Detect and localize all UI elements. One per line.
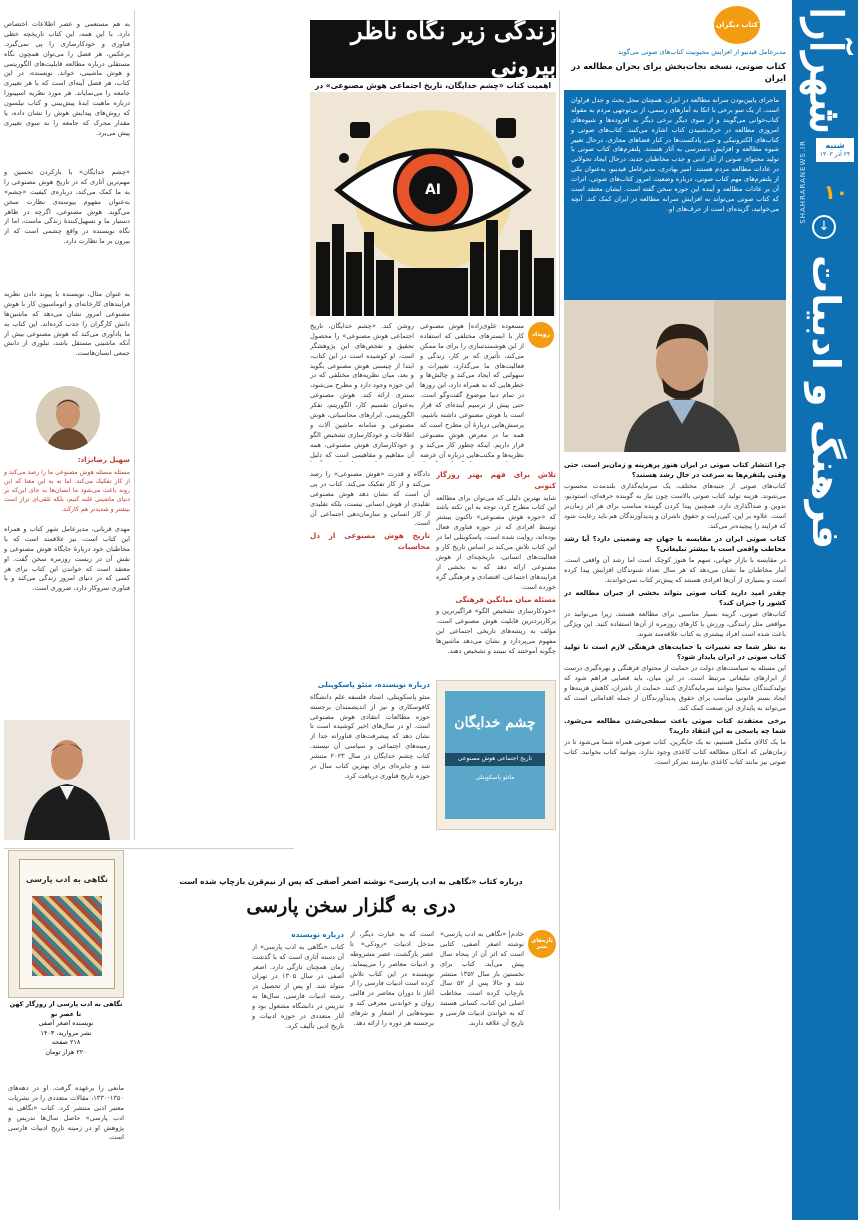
author-bio-text: متئو پاسکوینلی، استاد فلسفه علم دانشگاه کافوسکاری و نیز از اندیشمندان برجسته حوزه مطالعات انتقادی هوش مصنوعی است. او در سال‌های اخیر کوشیده است تا نشان دهد که پیشرفت‌های فناورانه جدا از زمینه‌های اجتماعی و سیاسی آن نیستند. کتاب چشم خدایگان در سال ۲۰۲۳ منتشر شد و جایزه‌ای برای بهترین کتاب سال در حوزه تاریخ فناوری دریافت کرد. — [310, 692, 430, 780]
interview-lead: ماجرای پایین‌بودن سرانه مطالعه در ایران، همچنان محل بحث و جدل فراوان است. از یک سو برخی با اتکا به آمارهای رسمی، از بی‌توجهی مردم به مقوله کتاب‌خوانی می‌گویند و از سوی دیگر برخی دیگر به افزوده‌ها و شیوه‌های امروزی مطالعه در حرف‌شنیدن کتاب اشاره می‌کنند. کتاب‌های صوتی و کتاب‌های الکترونیکی و حتی پادکست‌ها در کنار فضاهای مجازی، درحال تغییر شیوه مطالعه و افزایش دسترسی به آثار هستند. پلتفرم‌های کتاب صوتی با تولید محتوای صوتی از آثار ادبی و جذب مخاطبان جدید، درحال ایجاد تحولاتی در عادات مطالعه مردم هستند. امیر بهادری، مدیرعامل قیدبیو، به‌عنوان یکی از پلتفرم‌های مهم کتاب صوتی، درباره وضعیت امروز کتاب‌های صوتی، اثرات آن بر عادات مطالعه و آینده این حوزه سخن گفته است. ایشان معتقد است که کتاب صوتی می‌تواند به افزایش سرانه مطالعه در ایران کمک کند. آنچه می‌خوانید، گزیده‌ای است از حرف‌های او. — [564, 90, 786, 300]
book-price: ۲۲۰ هزار تومان — [45, 1048, 87, 1057]
man-portrait — [4, 720, 130, 840]
bottom-title: دری به گلزار سخن پارسی — [246, 895, 456, 917]
masthead — [792, 0, 858, 1220]
bottom-col-a: خادم| «نگاهی به ادب پارسی» نوشته اصغر آصفی، کتابی است که اثر آن از پنجاه سال پیش می‌آید. کتاب برای نخستین بار سال ۱۳۵۲ منتشر شد و حالا پس از ۵۲ سال بازچاپ کرده است. مخاطب اصلی این کتاب، کسانی هستند که به خواندن ادبیات فارسی و تاریخ آن علاقه دارند. — [440, 930, 524, 1028]
interview-supertitle: مدیرعامل قیدبیو از افزایش محبوبیت کتاب‌های صوتی می‌گوید — [618, 48, 786, 56]
feature-col-a: مسعوده علوی‌زاده| هوش مصنوعی کار با ابسترهای مختلفی که استفاده از این هوشمندسازی را برای ما ممکن می‌کند، تأثیری که بر کار، زندگی و فعالیت‌های ما می‌گذارد، تغییرات و سهولتی که ایجاد می‌کند و چالش‌ها و خطرهایی که به همراه دارد، این روزها در تمام دنیا موضوع گفت‌وگو است. حتی پیش از ترسیم آینده‌ای که قرار است با هوش مصنوعی داشته باشیم، پرسش‌هایی دربارهٔ آن مطرح است که همه ما در معرض هوشِ مصنوعی قرار داریم. اینکه چطور کار می‌کند و نظریه‌ها و مکتب‌هایی درباره آن عرضه — [420, 322, 524, 459]
book-cover-persian-title: نگاهی به ادب پارسی — [26, 875, 108, 884]
feature-title: زندگی زیر نگاه ناظر بیرونی — [310, 20, 556, 78]
book-title: چشم خدایگان — [454, 715, 536, 731]
hero-illustration — [310, 92, 556, 316]
author-bio-heading: درباره نویسنده، متئو پاسکوینلی — [317, 680, 430, 689]
left-col-text-c: به عنوان مثال، نویسنده با پیوند دادن نظریه فرایندهای کارخانه‌ای و اتوماسیون کار با هوش مصنوعی امروز نشان می‌دهد که ماشین‌ها دانش کارگران را جذب کرده‌اند. این کتاب به ما یادآوری می‌کند که هوش مصنوعی بیش از آنکه ماشینی مستقل باشد، تبلوری از دانش جمعی انسان‌هاست. — [4, 290, 130, 358]
book-cover-persian — [8, 850, 124, 998]
feature-col-e-heading: تاریخ هوش مصنوعی از دل محاسبات — [310, 531, 430, 552]
left-col-text-d: مهدی قربانی، مدیرعامل شهر کتاب و همراه این کتاب است، نیز علاقمند است که با مخاطبان خود دربارهٔ جایگاه هوش مصنوعی و نقش آن در زیست روزمره سخن گفت. او معتقد است که خواندن این کتاب برای هر کسی که در دنیای امروز زندگی می‌کند و با فناوری سروکار دارد، ضروری است. — [4, 525, 130, 593]
hero-ai-label: AI — [424, 182, 442, 198]
qa-section — [564, 460, 786, 1210]
book-publisher: نشر مروارید، ۱۴۰۳ — [40, 1028, 92, 1037]
feature-col-b: روشن کند. «چشم خدایگان، تاریخ اجتماعی هوش مصنوعی» را محصول تحقیق و تفحص‌های این پژوهشگر است. او کوشیده است در این کتاب، ابتدا از چیستی هوش مصنوعی بگوید و بعد، میان نظریه‌های مختلفی که در این حوزه وجود دارد و مطرح می‌شود، سنتزی ارائه کند. هوش مصنوعی به‌عنوان تقسیم کار، الگوریتم، تفکر الگوریتمی، ابزارهای محاسباتی، هوش مصنوعی و سامانه ماشین آلات و اطلاعات و خودکارسازی تشخیص الگو و خودکارسازی هوش مصنوعی، همه آن مفاهیم و مقاهیمی است که دلیل — [310, 322, 414, 459]
qa-question: به نظر شما چه تغییرات یا حمایت‌های فرهنگی لازم است تا تولید کتاب صوتی در ایران پایدار شود؟ — [564, 642, 786, 662]
quote-text: مسئله مسئله هوش مصنوعی ما را رصد می‌کند و از کار تفکیک می‌کند. اما نه به این معنا که این روند باعث می‌شود ما انسان‌ها به جای این‌که بر دنیای ماشینی غلبه کنیم، بلکه تلقی‌ای تراز است بیشتر و شدیدتر هم کارکند. — [4, 468, 130, 513]
qa-question: چرا انتشار کتاب صوتی در ایران هنوز پرهزینه و زمان‌بر است. حتی وقتی پلتفرم‌ها به سرعت در حال رشد هستند؟ — [564, 461, 786, 480]
section-title: فرهنگ و ادبیات — [804, 255, 849, 550]
interview-title: کتاب صوتی، نسخه نجات‌بخش برای بحران مطالعه در ایران — [571, 60, 786, 83]
section-divider — [4, 848, 294, 849]
qa-answer: این مسئله به سیاست‌های دولت در حمایت از محتوای فرهنگی و بهره‌گیری درست از ابزارهای تبلیغاتی مرتبط است. در این میان، باید قضایی فراهم شود که تولیدکنندگان محتوا بتوانند سرمایه‌گذاری کنند. حمایت از ناشران، کاهش هزینه‌ها و ایجاد بستر قانونی مناسب برای حقوق پدیدآورندگان از جمله اقداماتی است که می‌تواند به پایداری این صنعت کمک کند. — [564, 664, 786, 712]
interview-header — [564, 48, 786, 84]
kicker-badge: کتاب دیگران — [714, 6, 760, 44]
feature-col-e-text: دادگاه و قدرت «هوش مصنوعی» را رصد می‌کند و از کار تفکیک می‌کند. کتاب در پی آن است که نشان دهد هوش مصنوعی تقلیدی از هوش انسانی نیست، بلکه تقلیدی از کار انسانی و سازمان‌دهی اجتماعی آن است. — [310, 470, 430, 528]
book-pages: ۲۱۸ صفحه — [51, 1038, 81, 1047]
book-info — [8, 1000, 124, 1058]
book-cover-persian-art — [19, 859, 115, 989]
page-number: ۱۰ — [823, 180, 848, 204]
bottom-col-d: مانعی را برعهده گرفت. او در دهه‌های ۱۳۵۰-۱۳۳۰، مقالات متعددی را در نشریات معتبر ادبی منتشر کرد. کتاب «نگاهی به ادب پارسی» حاصل سال‌ها تدریس و پژوهش او در زمینه تاریخ ادبیات فارسی است. — [8, 1084, 124, 1142]
qa-answer: کتاب‌های صوتی از جنبه‌های مختلف، یک سرمایه‌گذاری بلندمدت محسوب می‌شوند. هزینه تولید کتاب صوتی بالاست چون نیاز به گوینده حرفه‌ای، استودیو، تدوین و صداگذاری دارد. همچنین پیدا کردن گوینده مناسب برای هر اثر زمان‌بر است. علاوه بر این، کپی‌رایت و حقوق ناشران و پدیدآورندگان هم باید رعایت شود که فرایند را پیچیده‌تر می‌کند. — [564, 482, 786, 530]
new-release-badge: تازه‌های نشر — [528, 930, 556, 958]
author-bio — [310, 680, 430, 830]
feature-col-c-heading: تلاش برای فهم بهتر روزگار کنونی — [436, 470, 556, 490]
event-badge: رویداد — [528, 322, 554, 348]
weekday: شنبه — [825, 141, 845, 150]
book-author: ماتئو پاسکوینلی — [475, 773, 515, 781]
qa-question: کتاب صوتی ایران در مقایسه با جهان چه وضعیتی دارد؟ آیا رشد مخاطب واقعی است یا بیشتر تبلیغاتی؟ — [564, 534, 786, 554]
bottom-col-c-text: کتاب «نگاهی به ادب پارسی» از آن دسته آثاری است که با گذشت زمان همچنان تازگی دارد. اصغر آصفی در سال ۱۳۰۵ در تهران متولد شد. او پس از تحصیل در رشته ادبیات فارسی، سال‌ها به تدریس در دانشگاه مشغول بود و آثار متعددی در حوزه ادبیات و تاریخ ادبی تألیف کرد. — [252, 942, 344, 1030]
feature-col-c — [436, 470, 556, 674]
book-cover-pattern — [32, 896, 102, 976]
qa-answer: در مقایسه با بازار جهانی، سهم ما هنوز کوچک است اما رشد آن واقعی است. آمار مخاطبان ما نشان می‌دهد که هر سال تعداد شنوندگان افزایش پیدا کرده است و بسیاری از آن‌ها افرادی هستند که پیش‌تر کتاب نمی‌خواندند. — [564, 556, 786, 584]
feature-col-d-heading: مسئله میان میانگین فرهنگی — [455, 594, 556, 604]
book-subtitle: تاریخ اجتماعی هوش مصنوعی — [445, 753, 545, 766]
column-divider — [134, 10, 135, 840]
qa-question: برخی معتقدند کتاب صوتی باعث سطحی‌شدن مطالعه می‌شود. شما چه پاسخی به این انتقاد دارید؟ — [564, 716, 786, 735]
date: ۲۴ آذر ۱۴۰۳ — [819, 151, 851, 159]
book-author-line: نویسنده اصغر آصفی — [38, 1019, 94, 1028]
bottom-supertitle: درباره کتاب «نگاهی به ادب پارسی» نوشته اصغر آصفی که پس از نیم‌قرن بازچاپ شده است — [179, 877, 523, 886]
site-url[interactable]: SHAHRARANEWS.IR — [799, 140, 807, 224]
arrow-down-icon: ↓ — [812, 215, 836, 239]
book-cover-eye — [436, 680, 556, 830]
feature-col-d-text: «خودکارسازی تشخیص الگو» فراگیرترین و پرکاربردترین قابلیت هوش مصنوعی است. مؤلف به ریشه‌های تاریخی اجتماعی این مفهوم می‌پردازد و نشان می‌دهد ماشین‌ها چگونه آموختند که ببینند و تشخیص دهند. — [436, 607, 556, 655]
columnist-photo — [36, 386, 100, 450]
man-photo — [4, 720, 130, 840]
feature-col-e — [310, 470, 430, 674]
logo-text: شهرآرا — [799, 7, 851, 135]
feature-col-c-text: شاید بهترین دلیلی که می‌توان برای مطالعه این کتاب مطرح کرد، توجه به این نکته باشد که «حوزه هوش مصنوعی» تاکنون بیشتر توسط افرادی که در حوزه فناوری فعال بوده‌اند، روایت شده است. پاسکوینلی اما در این کتاب تلاش می‌کند بر اساس تاریخ کار و فعالیت‌های انسانی، تاریخچه‌ای از هوش مصنوعی ارائه دهد که به بخشی از فرایندهای اجتماعی، اقتصادی و فرهنگی گره خورده است. — [436, 493, 556, 591]
date-box — [816, 138, 854, 162]
quote-name: سهیل رضانژاد: — [77, 456, 130, 464]
column-divider — [559, 10, 560, 1210]
bottom-col-c-heading: درباره نویسنده — [291, 930, 344, 939]
left-col-text-b: «چشم خدایگان» با بازکردن تحسین و مهم‌ترین آثاری که در تاریخ هوش مصنوعی را به ما کمک می‌کند، درباره‌ی کیفیت «چشم» به‌عنوان مفهوم پیوسته‌ی نظارت سخن می‌گوید. هوش مصنوعی، اگرچه در ظاهر دستیار ما و تسهیل‌کنندهٔ زندگی ماست، اما از نگاه نویسنده در واقع چشمی است که از بیرون بر ما نظارت دارد. — [4, 168, 130, 246]
portrait-illustration — [564, 300, 786, 452]
bottom-col-b: است که به عبارت دیگر، از مدخل ادبیات «رودکی» تا عصر بازگشت، عصر مشروطه و ادبیات معاصر را می‌پیماید. نویسنده در این کتاب تلاش کرده است ادبیات فارسی را از آغاز تا دوران معاصر در قالبی روان و خواندنی معرفی کند و نمونه‌هایی از اشعار و نثرهای برجسته هر دوره را ارائه دهد. — [350, 930, 434, 1028]
book-cover-art — [445, 691, 545, 819]
bottom-header — [146, 876, 556, 921]
book-caption: نگاهی به ادب پارسی از روزگار کهن تا عصر نو — [9, 1000, 123, 1018]
bottom-col-c — [252, 930, 344, 1210]
ai-eye-illustration — [310, 92, 556, 316]
qa-question: چقدر امید دارید کتاب صوتی بتواند بخشی از جبران مطالعه در کشور را جبران کند؟ — [564, 588, 786, 608]
newspaper-logo — [794, 6, 856, 136]
qa-answer: ما یک کالای مکمل هستیم، نه یک جایگزین. کتاب صوتی همراه شما می‌شود تا در زمان‌هایی که امکان مطالعه کتاب کاغذی وجود ندارد، بتوانید کتاب بخوانید. کتاب صوتی نیز مانند کتاب کاغذی نیازمند تمرکز است. — [564, 738, 786, 766]
portrait-photo — [564, 300, 786, 452]
left-col-text-a: به هم مستعمی و عصر اطلاعات اختصاص دارد. با این همه، این کتاب تاریخچه خطی فناوری و خودکارسازی را پی نمی‌گیرد. برعکس، هر فصل را می‌توان همچون نگاه مستقلی درباره مطالعه قابلیت‌های الگوریتمی و هوش ماشینی، خواند. نویسنده، در این کتاب، هر فصل آینه‌ای است که با هر تغییری جامعه را می‌نمایاند. هر مورد نظریه اسپینوزا درباره ماهیت ایدهٔ پیش‌بینی و کتاب نیلسون که روش‌های پیدایش هوش را نشان داده، یا مقدار محرک که جامعه را به سوی تغییری پیش می‌برد. — [4, 20, 130, 137]
feature-subtitle: اهمیت کتاب «چشم خدایگان، تاریخ اجتماعی هوش مصنوعی» در — [314, 81, 552, 90]
columnist-portrait — [36, 386, 100, 450]
pull-quote — [4, 455, 130, 514]
qa-answer: کتاب‌های صوتی، گزینه بسیار مناسبی برای مطالعه هستند، زیرا می‌توانید در مواقعی مثل رانندگی، ورزش یا کارهای روزمره از آن‌ها استفاده کنید. این ویژگی باعث شده است افراد بیشتری به کتاب علاقه‌مند شوند. — [564, 610, 786, 639]
